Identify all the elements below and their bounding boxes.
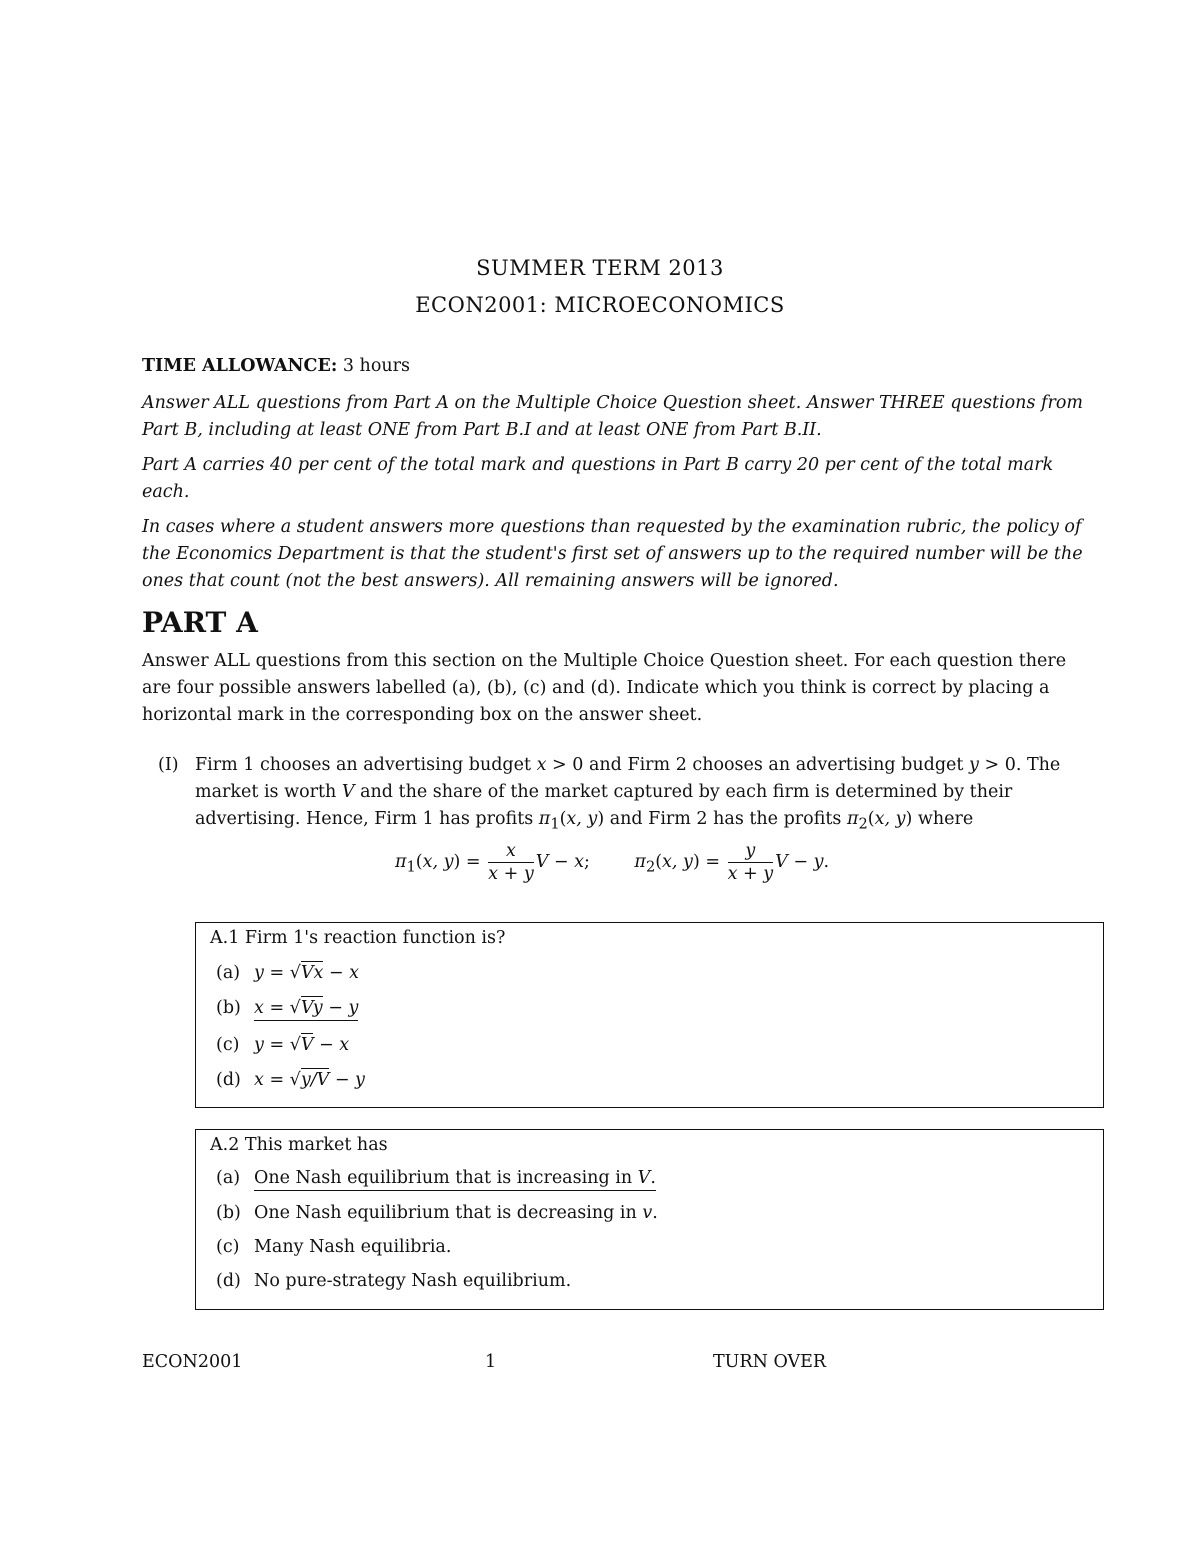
part-a-instructions: Answer ALL questions from this section on the Multiple Choice Question sheet. For each question there are four possible answers labelled (a), (b), (c) and (d). Indicate which you think is correct by placing a horizontal mark in the corresponding box on the answer sheet. (142, 651, 1067, 725)
A1-option-c: (c) y = √V − x (216, 1035, 350, 1055)
q-text-6: where (917, 809, 974, 829)
A2-option-a: (a) One Nash equilibrium that is increasing in V. (216, 1168, 656, 1188)
time-allowance-value: 3 hours (342, 356, 410, 376)
q-text-3: The market is worth (195, 755, 1061, 802)
footer-course-code: ECON2001 (142, 1352, 243, 1372)
question-I (158, 752, 1088, 838)
q-text-2: and Firm 2 chooses an advertising budget (588, 755, 964, 775)
instruction-2: Part A carries 40 per cent of the total mark and questions in Part B carry 20 per cent of the total mark each. (142, 455, 1054, 502)
time-allowance (142, 353, 1087, 380)
question-A2-text: A.2 This market has (210, 1135, 388, 1155)
question-A2-box (195, 1129, 1104, 1310)
footer-turn-over: TURN OVER (713, 1352, 827, 1372)
q-text-4: and the share of the market captured by each firm is determined by their advertising. Hence, Firm 1 has profits (195, 782, 1013, 829)
A2-option-d: (d) No pure-strategy Nash equilibrium. (216, 1271, 572, 1291)
q-text-5: and Firm 2 has the profits (609, 809, 842, 829)
question-A1-text: A.1 Firm 1's reaction function is? (210, 928, 506, 948)
A1-option-b: (b) x = √Vy − y (216, 998, 358, 1018)
A2-option-c: (c) Many Nash equilibria. (216, 1237, 452, 1257)
profit-equations: $\pi_1(x$, y) = $\frac{x}{x + y}$ V − x; $\pi_2(x$, y) = $\frac{y}{x + y}$ V − y. (395, 841, 830, 884)
time-allowance-label: TIME ALLOWANCE: (142, 356, 338, 376)
A2-option-b: (b) One Nash equilibrium that is decreasing in v. (216, 1203, 658, 1223)
course-title: ECON2001: MICROECONOMICS (415, 293, 785, 317)
instruction-1: Answer ALL questions from Part A on the Multiple Choice Question sheet. Answer THREE questions from Part B, including at least ONE from Part B.I and at least ONE from Part B.II. (142, 393, 1083, 440)
question-A1-box (195, 922, 1104, 1108)
question-number: (I) (158, 755, 179, 775)
question-body: Firm 1 chooses an advertising budget x > 0 and Firm 2 chooses an advertising budget y > 0. The market is worth V and the share of the market captured by each firm is determined by their advertising. Hence, Firm 1 has profits $\pi_1(x$, y) and Firm 2 has the profits $\pi_2(x$, y) where (195, 755, 1061, 833)
part-a-heading: PART A (142, 606, 258, 639)
instruction-3: In cases where a student answers more questions than requested by the examination rubric, the policy of the Economics Department is that the student's first set of answers up to the required number will be the ones that count (not the best answers). All remaining answers will be ignored. (142, 517, 1083, 591)
A1-option-a: (a) y = √Vx − x (216, 963, 360, 983)
footer-page-number: 1 (485, 1352, 497, 1372)
A1-option-d: (d) x = √y/V − y (216, 1070, 365, 1090)
q-text-1: Firm 1 chooses an advertising budget (195, 755, 532, 775)
exam-term-title: SUMMER TERM 2013 (476, 256, 724, 280)
